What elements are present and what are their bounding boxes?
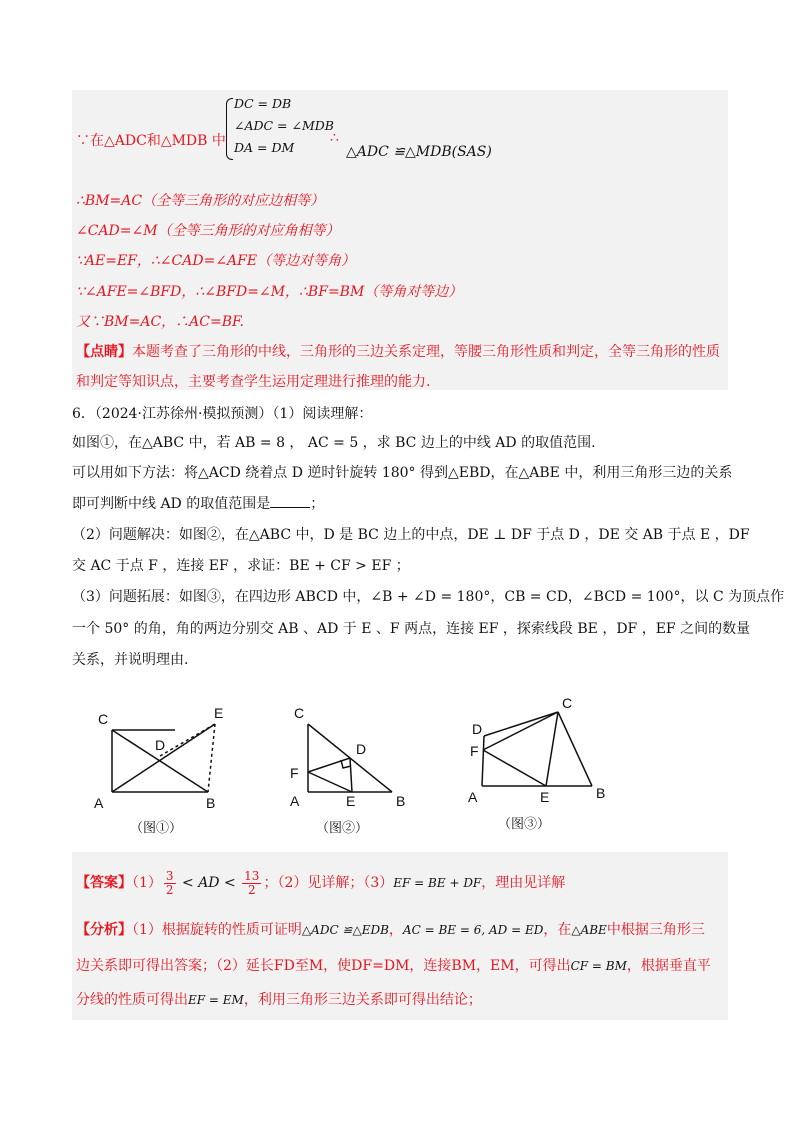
fig2-label-f: F	[290, 765, 299, 781]
analysis-line-3	[76, 990, 482, 1010]
answer-blank	[270, 495, 310, 508]
answer-label: 【答案】	[76, 875, 132, 891]
answer-tail: ，理由见详解	[481, 875, 566, 891]
analysis-l1g: 中根据三角形三	[606, 922, 705, 938]
system-row-2: ∠ADC = ∠MDB	[234, 118, 334, 133]
fig1-label-e: E	[214, 705, 224, 721]
fraction-13-2-den: 2	[247, 882, 256, 897]
analysis-l1e: ，在	[543, 922, 572, 938]
answer-part2: ；（2）见详解；（3）	[263, 875, 394, 891]
fraction-13-2	[242, 870, 261, 897]
intro-line: ∵在△ADC和△MDB 中	[76, 133, 226, 149]
analysis-l1b: △ADC ≌△EDB	[301, 923, 389, 937]
figure-2	[308, 724, 392, 792]
therefore-symbol: ∴	[330, 130, 339, 146]
fig1-caption: （图①）	[130, 821, 183, 836]
figure-3	[482, 712, 592, 786]
analysis-l3c: ，利用三角形三边关系即可得出结论；	[243, 992, 482, 1008]
fig1-label-a: A	[94, 795, 104, 811]
problem-p5: 交 AC 于点 F ，连接 EF ，求证：BE + CF > EF ；	[72, 558, 410, 574]
fig2-label-a: A	[290, 793, 300, 809]
comment-line-2: 和判定等知识点，主要考查学生运用定理进行推理的能力.	[76, 374, 431, 390]
analysis-l1a: （1）根据旋转的性质可证明	[132, 922, 302, 938]
analysis-l3a: 分线的性质可得出	[76, 992, 188, 1008]
fig3-label-c: C	[562, 695, 573, 711]
fig3-label-a: A	[468, 789, 478, 805]
problem-p7: 一个 50° 的角，角的两边分别交 AB 、AD 于 E 、F 两点，连接 EF ，探索线段 BE ，DF ，EF 之间的数量	[72, 621, 751, 637]
analysis-l2a: 边关系即可得出答案；（2）延长FD至M，使DF=DM，连接BM，EM，可得出	[76, 958, 571, 974]
fig1-label-c: C	[98, 711, 109, 727]
problem-p3-text: 即可判断中线 AD 的取值范围是	[72, 496, 271, 512]
problem-p3	[72, 494, 324, 514]
fraction-3-2-num: 3	[165, 868, 174, 883]
problem-p3-end: ；	[310, 496, 325, 512]
analysis-l3b: EF = EM	[188, 993, 244, 1007]
comment-label: 【点睛】	[76, 344, 132, 360]
problem-p1: 如图①，在△ABC 中，若 AB = 8 ， AC = 5 ，求 BC 边上的中线 AD 的取值范围.	[72, 435, 596, 451]
solution-line-1: ∴BM=AC（全等三角形的对应边相等）	[76, 193, 325, 209]
fig3-caption: （图③）	[498, 817, 551, 832]
answer-line	[76, 868, 565, 898]
analysis-l1c: ，	[388, 922, 403, 938]
system-row-1: DC = DB	[234, 96, 292, 111]
analysis-l2c: ，根据垂直平	[626, 958, 711, 974]
answer-formula-3: EF = BE + DF	[393, 876, 482, 890]
fig2-label-e: E	[346, 793, 356, 809]
problem-p8: 关系，并说明理由.	[72, 652, 189, 668]
problem-p4: （2）问题解决：如图②，在△ABC 中，D 是 BC 边上的中点，DE ⊥ DF 于点 D ，DE 交 AB 于点 E ，DF	[72, 527, 750, 543]
fraction-13-2-num: 13	[244, 868, 260, 883]
analysis-l1d: AC = BE = 6, AD = ED	[402, 923, 544, 937]
comment-text-1: 本题考查了三角形的中线，三角形的三边关系定理，等腰三角形性质和判定，全等三角形的性质	[132, 344, 720, 360]
answer-part1-prefix: （1）	[132, 875, 162, 891]
fig2-label-d: D	[356, 741, 367, 757]
fraction-3-2-den: 2	[165, 882, 174, 897]
figure-1	[112, 724, 215, 792]
answer-middle: < AD <	[177, 875, 241, 891]
fig2-label-b: B	[396, 793, 406, 809]
analysis-label: 【分析】	[76, 922, 132, 938]
analysis-l1f: △ABE	[571, 923, 607, 937]
fig3-label-d: D	[472, 721, 483, 737]
analysis-line-2	[76, 956, 711, 976]
equation-system	[226, 96, 336, 162]
comment-line-1	[76, 342, 720, 362]
fig3-label-e: E	[540, 789, 550, 805]
fig1-label-b: B	[206, 795, 216, 811]
analysis-line-1	[76, 920, 705, 940]
left-brace	[226, 98, 233, 160]
congruent-statement: △ADC ≌△MDB(SAS)	[346, 144, 492, 160]
fig3-label-b: B	[596, 785, 606, 801]
solution-line-2: ∠CAD=∠M（全等三角形的对应角相等）	[76, 223, 340, 239]
solution-line-5: 又∵BM=AC，∴AC=BF.	[76, 314, 244, 330]
problem-header: 6．（2024·江苏徐州·模拟预测）（1）阅读理解：	[72, 406, 373, 422]
fig2-label-c: C	[294, 705, 305, 721]
problem-p6: （3）问题拓展：如图③，在四边形 ABCD 中，∠B + ∠D = 180°，CB = CD，∠BCD = 100°，以 C 为顶点作	[72, 589, 785, 605]
fig2-caption: （图②）	[316, 821, 369, 836]
analysis-l2b: CF = BM	[570, 959, 627, 973]
solution-line-3: ∵AE=EF，∴∠CAD=∠AFE（等边对等角）	[76, 253, 356, 269]
fig1-label-d: D	[155, 737, 166, 753]
system-row-3: DA = DM	[234, 140, 295, 155]
fig3-label-f: F	[470, 743, 479, 759]
figures-svg	[0, 694, 800, 834]
fraction-3-2	[164, 870, 176, 897]
solution-line-4: ∵∠AFE=∠BFD，∴∠BFD=∠M，∴BF=BM（等角对等边）	[76, 284, 463, 300]
problem-p2: 可以用如下方法：将△ACD 绕着点 D 逆时针旋转 180° 得到△EBD，在△ABE 中，利用三角形三边的关系	[72, 465, 733, 481]
